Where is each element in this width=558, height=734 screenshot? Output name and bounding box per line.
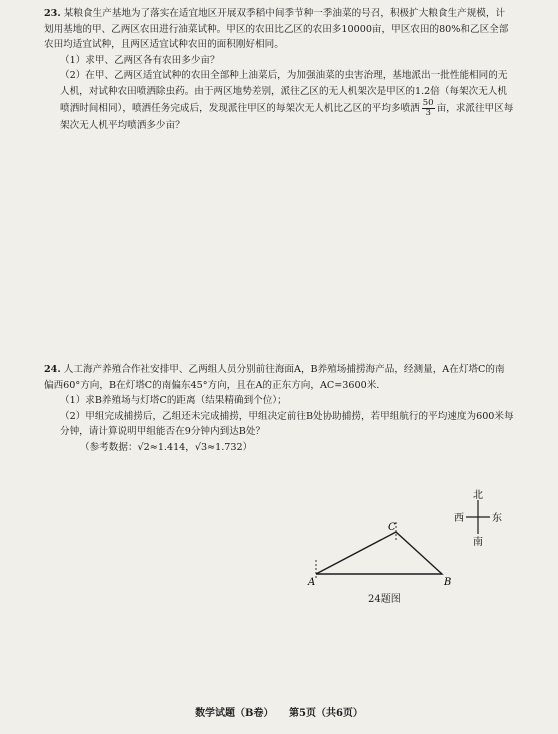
question-24-part-2: （2）甲组完成捕捞后，乙组还未完成捕捞，甲组决定前往B处协助捕捞，若甲组航行的平均速度为600米每分钟，请计算说明甲组能否在9分钟内到达B处？ (60, 410, 514, 437)
compass-east: 东 (492, 513, 502, 524)
fraction (422, 99, 435, 118)
part-2-text: （2）在甲、乙两区适宜试种的农田全部种上油菜后，为加强油菜的虫害治理，基地派出一批性能相同的无人机，对试种农田喷洒除虫药。由于两区地势差别，派往乙区的无人机架次是甲区的1.2倍（每架次无人机喷洒时间相同），喷洒任务完成后，发现派往甲区的每架次无人机比乙区的平均多喷洒 (60, 70, 508, 114)
question-text: 某粮食生产基地为了落实在适宜地区开展双季稻中间季节种一季油菜的号召，积极扩大粮食生产规模，计划用基地的甲、乙两区农田进行油菜试种。甲区的农田比乙区的农田多10000亩，甲区农田的80%和乙区全部农田均适宜试种，且两区适宜试种农田的面积刚好相同。 (44, 8, 509, 50)
footer-page: 第5页（共6页） (289, 708, 363, 719)
figure-caption: 24题图 (368, 594, 401, 605)
fraction-numerator: 50 (422, 98, 434, 108)
footer-title: 数学试题（B卷） (195, 708, 274, 719)
question-number: 23. (44, 8, 61, 19)
point-label-b: B (444, 577, 452, 588)
compass-rose (446, 488, 516, 548)
question-text: 人工海产养殖合作社安排甲、乙两组人员分别前往海面A，B养殖场捕捞海产品，经测量，A在灯塔C的南偏西60°方向，B在灯塔C的南偏东45°方向，且在A的正东方向，AC=3600米. (44, 364, 505, 391)
question-23-part-1: （1）求甲、乙两区各有农田多少亩？ (60, 54, 220, 66)
reference-data: （参考数据：√2≈1.414，√3≈1.732） (80, 441, 253, 453)
point-label-c: C (388, 522, 396, 533)
point-label-a: A (308, 577, 316, 588)
question-24-intro (44, 362, 514, 393)
fraction-denominator: 3 (425, 108, 431, 118)
page-footer (0, 704, 558, 719)
question-23 (44, 6, 514, 134)
question-23-intro (44, 6, 514, 53)
question-24-part-1: （1）求B养殖场与灯塔C的距离（结果精确到个位）； (60, 395, 287, 406)
compass-north: 北 (473, 490, 483, 501)
part-2-text-end: 亩，求派往甲区每架次无人机平均喷洒多少亩？ (60, 103, 514, 131)
compass-south: 南 (473, 537, 483, 548)
compass-west: 西 (454, 513, 464, 524)
question-number: 24. (44, 364, 61, 375)
question-24 (44, 362, 514, 455)
triangle-outline (316, 532, 442, 574)
question-23-part-2 (44, 68, 514, 134)
